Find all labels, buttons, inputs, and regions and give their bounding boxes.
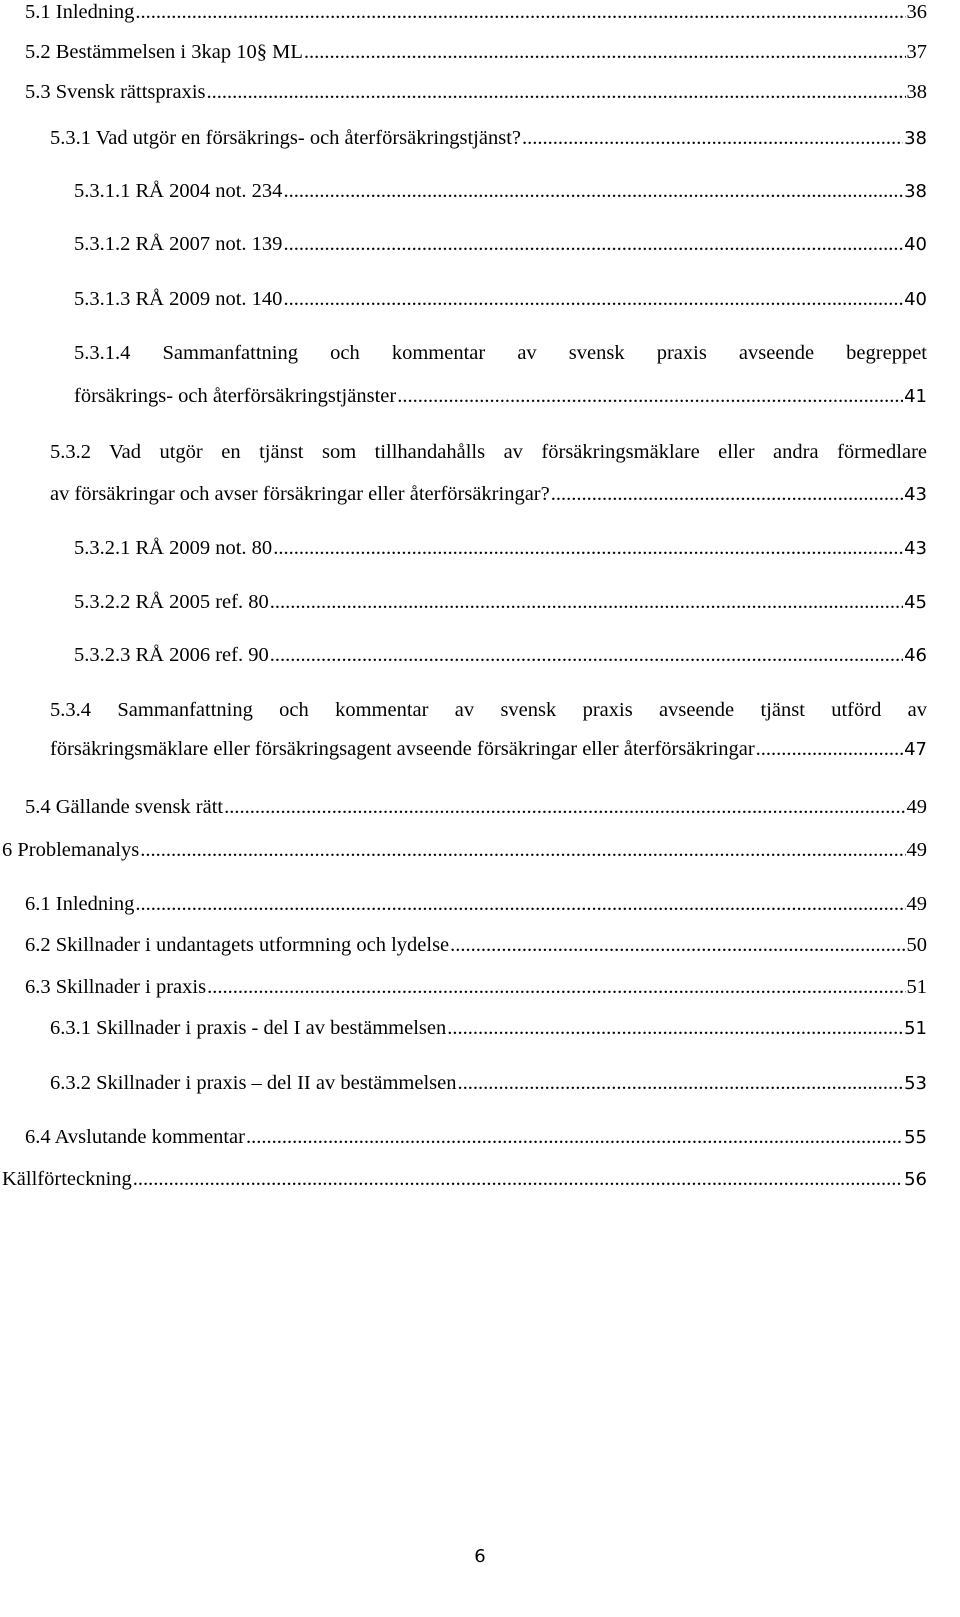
- toc-entry-title: 6.4 Avslutande kommentar: [25, 1126, 245, 1148]
- toc-line: [50, 1071, 927, 1096]
- toc-entry-page: 37: [906, 41, 927, 63]
- toc-entry-page: 38: [904, 181, 927, 202]
- toc-entry[interactable]: [74, 287, 927, 312]
- toc-entry-page: 53: [904, 1073, 927, 1094]
- toc-line: [25, 795, 927, 819]
- toc-line: [74, 232, 927, 257]
- toc-entry[interactable]: [2, 1167, 927, 1192]
- toc-entry[interactable]: [25, 933, 927, 957]
- toc-entry-page: 40: [904, 234, 927, 255]
- toc-entry-title: 5.3 Svensk rättspraxis: [25, 81, 206, 103]
- dot-leader: [207, 80, 906, 104]
- toc-entry[interactable]: [2, 838, 927, 862]
- dot-leader: [756, 737, 903, 761]
- toc-entry[interactable]: [25, 80, 927, 104]
- dot-leader: [304, 40, 906, 64]
- dot-leader: [273, 536, 903, 560]
- toc-line: [74, 179, 927, 204]
- toc-entry[interactable]: [74, 179, 927, 204]
- toc-entry-page: 49: [906, 796, 927, 818]
- toc-entry[interactable]: [50, 126, 927, 151]
- toc-line: [25, 892, 927, 916]
- toc-entry-page: 38: [904, 128, 927, 149]
- toc-entry[interactable]: [74, 232, 927, 257]
- dot-leader: [522, 126, 903, 150]
- toc-entry[interactable]: [74, 536, 927, 561]
- toc-entry-title: 5.4 Gällande svensk rätt: [25, 796, 224, 818]
- toc-entry-title-line2: försäkrings- och återförsäkringstjänster: [74, 385, 397, 407]
- toc-entry[interactable]: [50, 1016, 927, 1041]
- toc-line: [25, 80, 927, 104]
- toc-line: [50, 126, 927, 151]
- dot-leader: [270, 643, 903, 667]
- toc-entry-title: 5.3.1.1 RÅ 2004 not. 234: [74, 180, 283, 202]
- toc-line: [74, 590, 927, 615]
- toc-entry[interactable]: [25, 0, 927, 24]
- toc-entry[interactable]: [74, 590, 927, 615]
- dot-leader: [133, 1167, 903, 1191]
- dot-leader: [140, 838, 905, 862]
- toc-entry-title: 5.1 Inledning: [25, 1, 135, 23]
- toc-entry-title: 5.3.2.2 RÅ 2005 ref. 80: [74, 591, 269, 613]
- toc-line: [50, 737, 927, 762]
- toc-line: [25, 1125, 927, 1150]
- toc-entry[interactable]: [25, 892, 927, 916]
- toc-entry-title: 5.3.2.1 RÅ 2009 not. 80: [74, 537, 273, 559]
- toc-entry-page: 49: [906, 839, 927, 861]
- toc-entry[interactable]: [74, 341, 927, 409]
- toc-entry-page: 51: [904, 1018, 927, 1039]
- toc-entry-page: 46: [904, 645, 927, 666]
- toc-entry-title: 5.3.1.2 RÅ 2007 not. 139: [74, 233, 283, 255]
- dot-leader: [224, 795, 905, 819]
- toc-entry[interactable]: [50, 440, 927, 507]
- toc-entry[interactable]: [50, 1071, 927, 1096]
- toc-line: [74, 536, 927, 561]
- toc-entry-title-line1: 5.3.2 Vad utgör en tjänst som tillhandahålls av försäkringsmäklare eller andra förmedlare: [50, 441, 927, 463]
- toc-entry-page: 40: [904, 289, 927, 310]
- toc-line: [74, 384, 927, 409]
- dot-leader: [458, 1071, 904, 1095]
- toc-entry-title-line2: försäkringsmäklare eller försäkringsagent avseende försäkringar eller återförsäkringar: [50, 738, 755, 760]
- toc-entry-page: 51: [906, 976, 927, 998]
- toc-entry-page: 36: [906, 1, 927, 23]
- toc-entry-page: 50: [906, 934, 927, 956]
- toc-entry[interactable]: [50, 698, 927, 762]
- toc-entry-title: 6.1 Inledning: [25, 893, 135, 915]
- toc-line: [74, 643, 927, 668]
- toc-entry-title: 6.3.2 Skillnader i praxis – del II av bestämmelsen: [50, 1072, 457, 1094]
- dot-leader: [551, 482, 903, 506]
- toc-line: [50, 1016, 927, 1041]
- toc-line: [25, 0, 927, 24]
- toc-entry-title: 6.2 Skillnader i undantagets utformning och lydelse: [25, 934, 450, 956]
- toc-entry-title: 5.2 Bestämmelsen i 3kap 10§ ML: [25, 41, 303, 63]
- toc-entry[interactable]: [25, 1125, 927, 1150]
- toc-entry-page: 55: [904, 1127, 927, 1148]
- toc-entry-title: 5.3.1 Vad utgör en försäkrings- och återförsäkringstjänst?: [50, 127, 521, 149]
- toc-entry-page: 43: [904, 538, 927, 559]
- toc-line: [25, 40, 927, 64]
- toc-entry-title: 6 Problemanalys: [2, 839, 140, 861]
- toc-line: [2, 1167, 927, 1192]
- toc-entry-title-line1: 5.3.4 Sammanfattning och kommentar av svensk praxis avseende tjänst utförd av: [50, 699, 927, 721]
- toc-entry-title: 5.3.2.3 RÅ 2006 ref. 90: [74, 644, 269, 666]
- toc-entry[interactable]: [25, 795, 927, 819]
- toc-entry[interactable]: [74, 643, 927, 668]
- toc-line: [50, 482, 927, 507]
- dot-leader: [447, 1016, 903, 1040]
- dot-leader: [135, 892, 905, 916]
- dot-leader: [283, 179, 903, 203]
- toc-entry-title: 6.3.1 Skillnader i praxis - del I av bestämmelsen: [50, 1017, 447, 1039]
- dot-leader: [397, 384, 903, 408]
- toc-entry-title-line2: av försäkringar och avser försäkringar eller återförsäkringar?: [50, 483, 550, 505]
- toc-entry[interactable]: [25, 40, 927, 64]
- toc-line: [25, 975, 927, 999]
- dot-leader: [283, 232, 903, 256]
- toc-entry[interactable]: [25, 975, 927, 999]
- dot-leader: [135, 0, 905, 24]
- dot-leader: [283, 287, 903, 311]
- toc-entry-title: Källförteckning: [2, 1168, 132, 1190]
- toc-entry-page: 49: [906, 893, 927, 915]
- dot-leader: [246, 1125, 903, 1149]
- toc-entry-page: 43: [904, 484, 927, 505]
- toc-entry-title-line1: 5.3.1.4 Sammanfattning och kommentar av svensk praxis avseende begreppet: [74, 342, 927, 364]
- dot-leader: [450, 933, 905, 957]
- toc-line: [2, 838, 927, 862]
- dot-leader: [270, 590, 903, 614]
- page-number: 6: [474, 1546, 486, 1567]
- toc-entry-page: 38: [906, 81, 927, 103]
- toc-entry-page: 47: [904, 739, 927, 760]
- toc-entry-title: 5.3.1.3 RÅ 2009 not. 140: [74, 288, 283, 310]
- toc-entry-title: 6.3 Skillnader i praxis: [25, 976, 207, 998]
- dot-leader: [207, 975, 905, 999]
- toc-entry-page: 56: [904, 1169, 927, 1190]
- toc-line: [25, 933, 927, 957]
- toc-entry-page: 41: [904, 386, 927, 407]
- toc-line: [74, 287, 927, 312]
- toc-entry-page: 45: [904, 592, 927, 613]
